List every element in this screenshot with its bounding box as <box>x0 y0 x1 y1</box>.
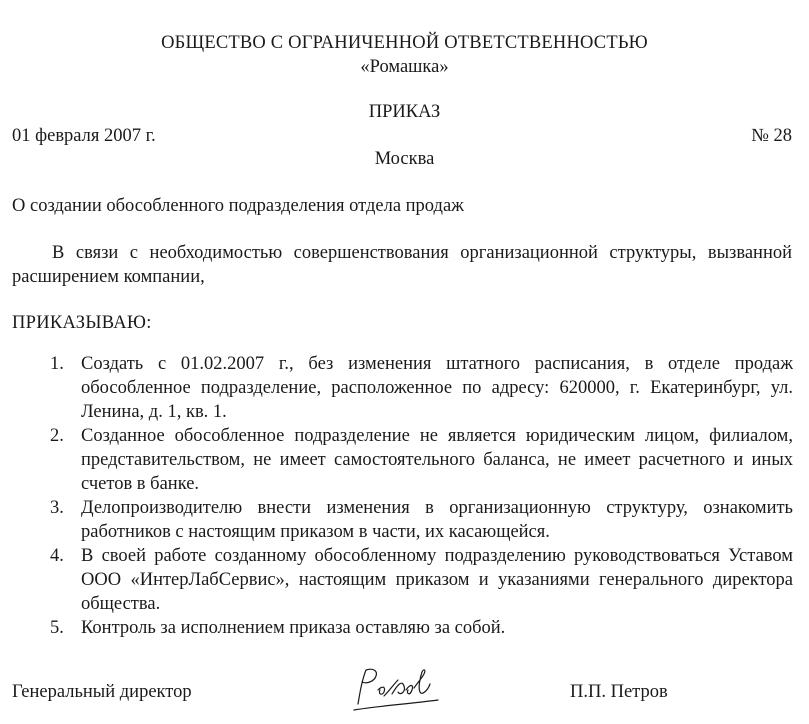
document-subject: О создании обособленного подразделения отдела продаж <box>12 196 464 216</box>
order-item-number: 3. <box>50 498 64 518</box>
order-item <box>50 616 793 640</box>
order-item-number: 1. <box>50 354 64 374</box>
document-number: № 28 <box>751 126 792 146</box>
order-item-number: 4. <box>50 546 64 566</box>
handwritten-signature <box>348 660 444 716</box>
document-date: 01 февраля 2007 г. <box>12 126 156 146</box>
order-item <box>50 496 793 544</box>
organization-name: ОБЩЕСТВО С ОГРАНИЧЕННОЙ ОТВЕТСТВЕННОСТЬЮ <box>161 33 648 53</box>
order-item <box>50 544 793 616</box>
signatory-title: Генеральный директор <box>12 682 192 702</box>
document-city: Москва <box>374 149 435 169</box>
order-item-text: Делопроизводителю внести изменения в организационную структуру, ознакомить работников с настоящим приказом в части, их касающейся. <box>81 498 793 542</box>
signatory-name: П.П. Петров <box>570 682 668 702</box>
organization-short-name: «Ромашка» <box>360 57 449 77</box>
preamble-paragraph: В связи с необходимостью совершенствования организационной структуры, вызванной расширением компании, <box>12 243 792 287</box>
order-item <box>50 352 793 424</box>
document-type: ПРИКАЗ <box>368 102 441 122</box>
order-item-text: Создать с 01.02.2007 г., без изменения штатного расписания, в отделе продаж обособленное подразделение, расположенное по адресу: 620000, г. Екатеринбург, ул. Ленина, д. 1, кв. 1. <box>81 354 793 422</box>
order-items-list <box>50 352 793 640</box>
order-item-text: Контроль за исполнением приказа оставляю за собой. <box>81 618 506 638</box>
order-heading: ПРИКАЗЫВАЮ: <box>12 313 152 333</box>
order-item-number: 2. <box>50 426 64 446</box>
order-item-text: Созданное обособленное подразделение не является юридическим лицом, филиалом, представительством, не имеет самостоятельного баланса, не имеет расчетного и иных счетов в банке. <box>81 426 793 494</box>
order-item-number: 5. <box>50 618 64 638</box>
order-item <box>50 424 793 496</box>
order-item-text: В своей работе созданному обособленному подразделению руководствоваться Уставом ООО «ИнтерЛабСервис», настоящим приказом и указаниями генерального директора общества. <box>81 546 793 614</box>
